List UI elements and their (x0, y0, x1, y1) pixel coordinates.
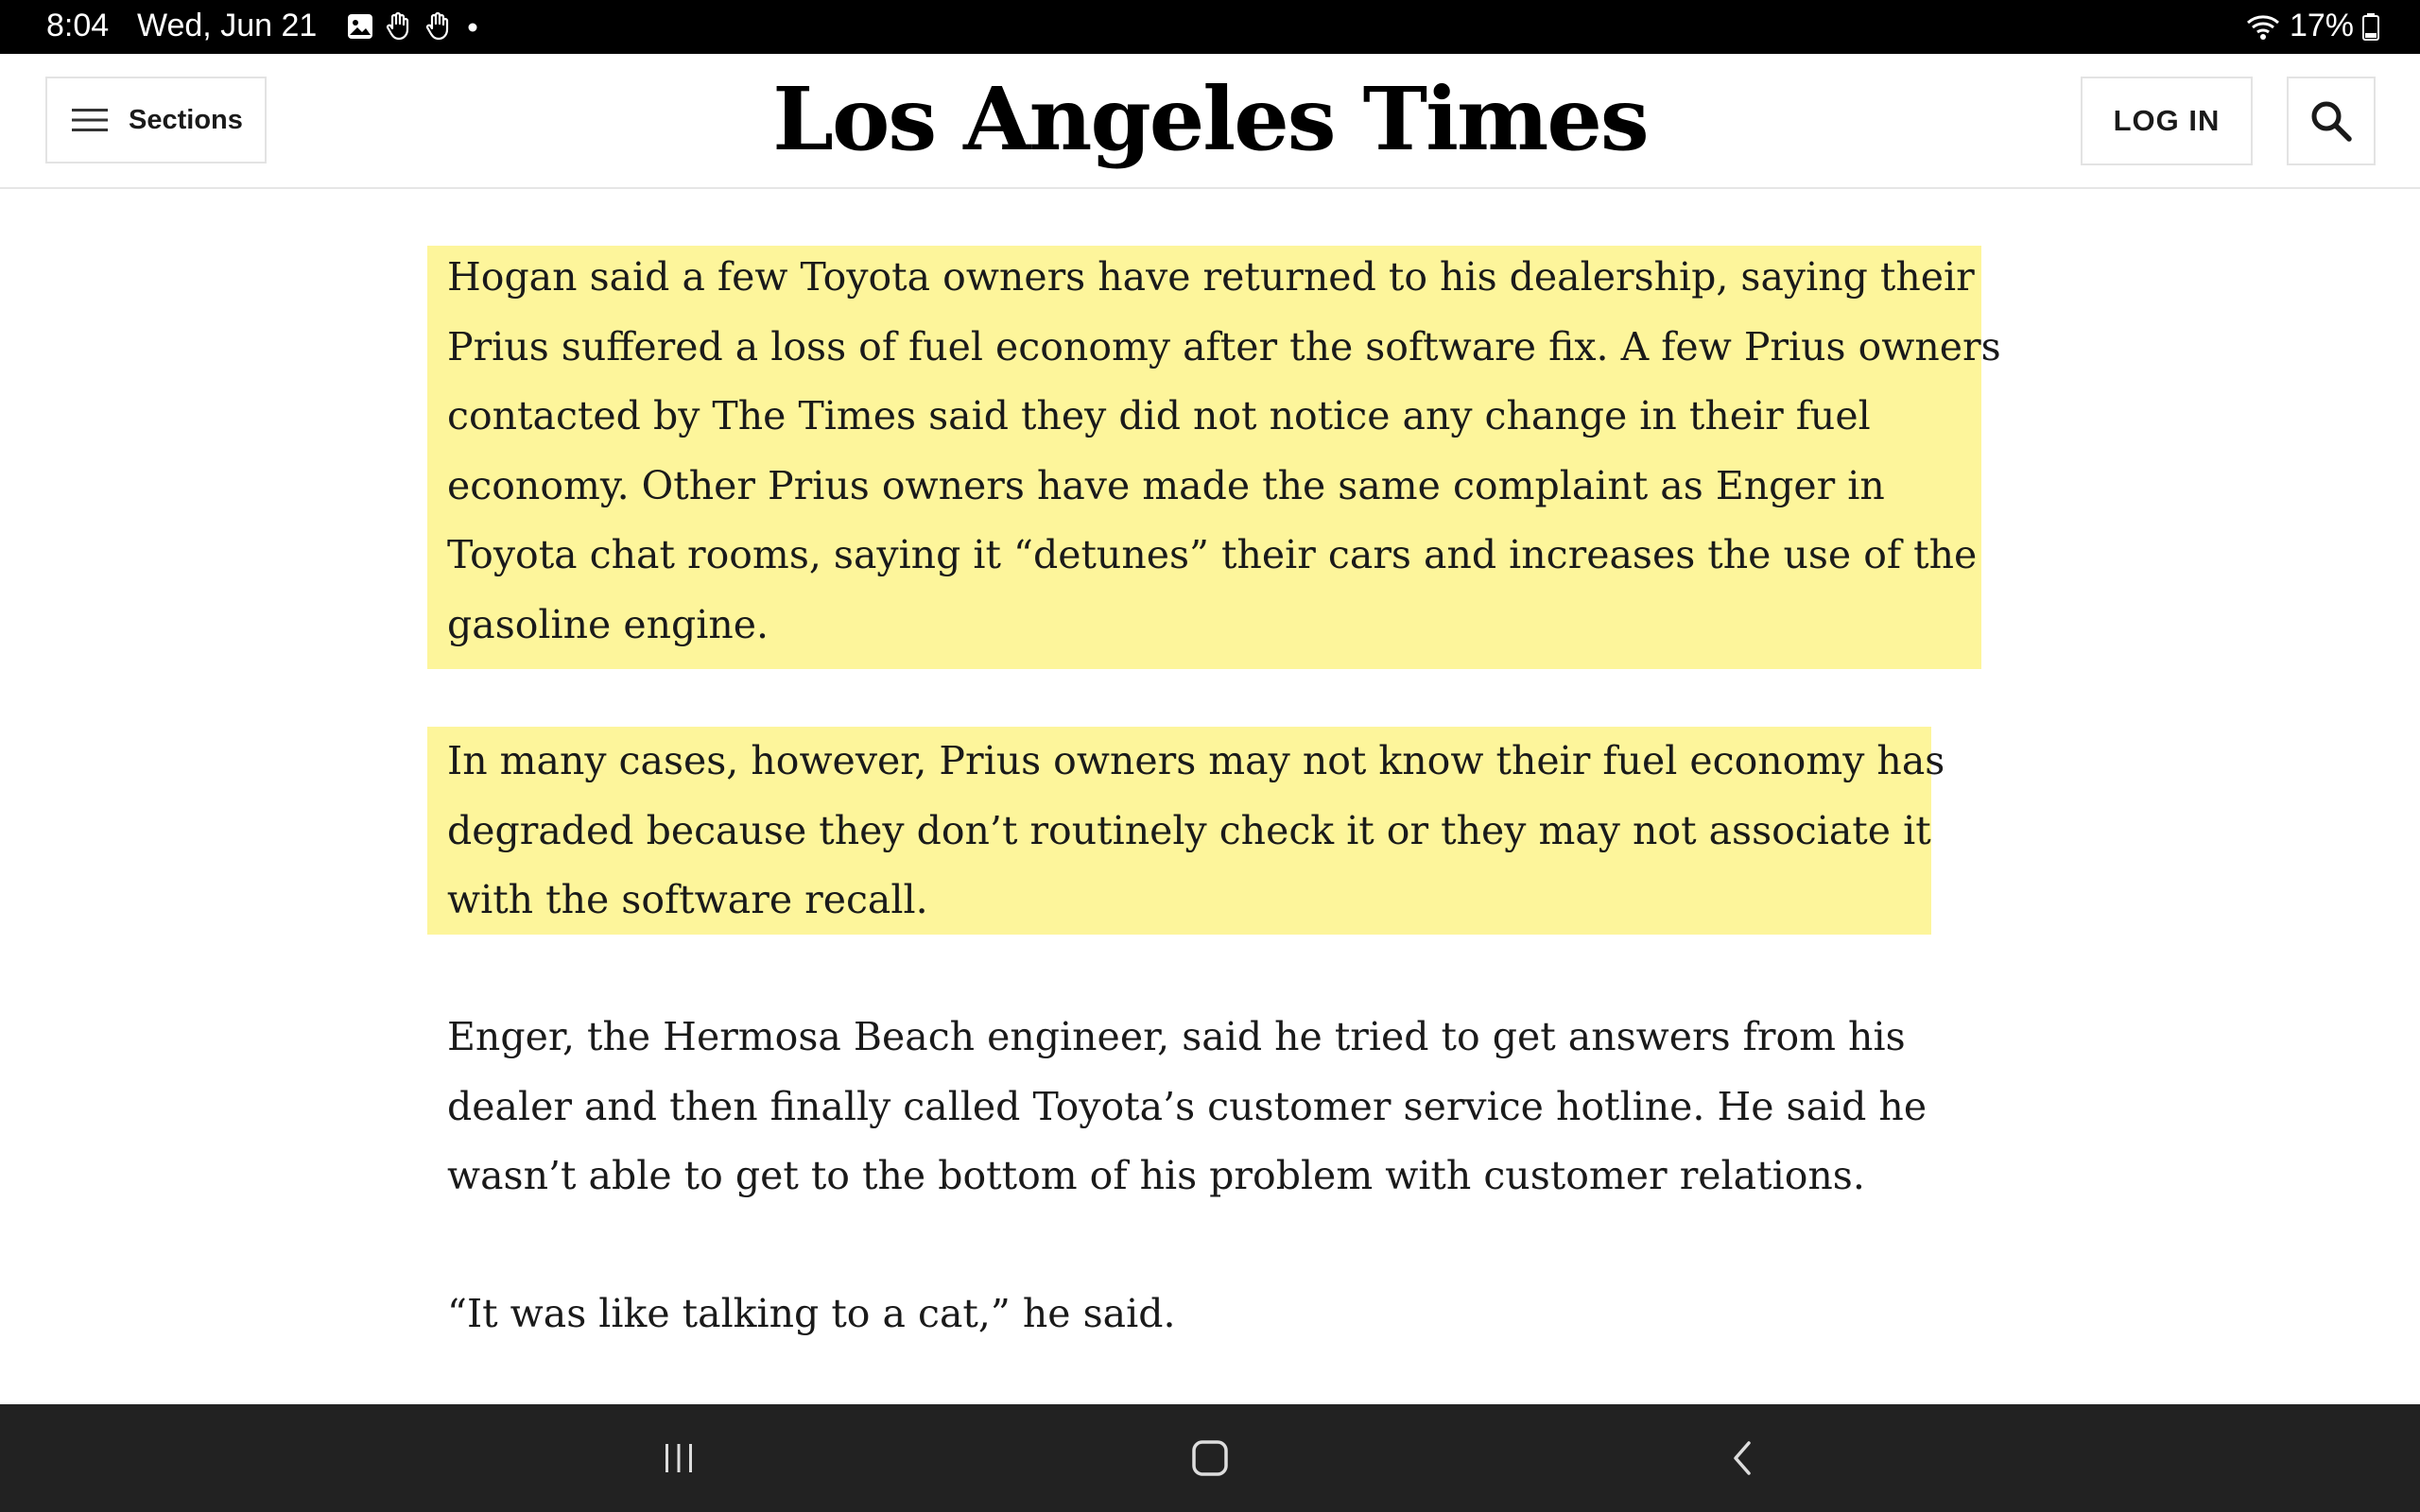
recent-apps-icon (660, 1439, 698, 1477)
gallery-icon (346, 12, 374, 41)
paragraph-line: economy. Other Prius owners have made the same complaint as Enger in (447, 462, 1885, 508)
paragraph-line: gasoline engine. (447, 601, 769, 647)
status-right (2244, 8, 2380, 44)
status-time: 8:04 (46, 8, 110, 43)
system-nav-bar (0, 1404, 2420, 1512)
paragraph-line: wasn’t able to get to the bottom of his problem with customer relations. (447, 1153, 1865, 1198)
paragraph-line: contacted by The Times said they did not notice any change in their fuel (447, 393, 1871, 438)
sections-label: Sections (129, 104, 243, 135)
hand-icon (424, 11, 454, 42)
paragraph-line: “It was like talking to a cat,” he said. (447, 1291, 1176, 1336)
paragraph-line: Enger, the Hermosa Beach engineer, said he tried to get answers from his (447, 1014, 1906, 1059)
search-button[interactable] (2287, 77, 2376, 165)
notification-icons (346, 11, 482, 42)
site-header (0, 54, 2420, 189)
dot-icon (463, 12, 482, 41)
paragraph-line: Hogan said a few Toyota owners have returned to his dealership, saying their (447, 254, 1975, 300)
article-paragraph (447, 727, 1945, 936)
hand-icon (384, 11, 414, 42)
wifi-icon (2244, 11, 2282, 42)
article-paragraph (447, 1003, 1927, 1211)
login-button[interactable]: LOG IN (2081, 77, 2253, 165)
battery-level: 17% (2289, 8, 2354, 43)
paragraph-line: Toyota chat rooms, saying it “detunes” their cars and increases the use of the (447, 532, 1978, 577)
article-paragraph (447, 243, 2001, 660)
recent-apps-button[interactable] (631, 1404, 726, 1512)
back-icon (1724, 1439, 1762, 1477)
paragraph-line: degraded because they don’t routinely check it or they may not associate it (447, 807, 1931, 853)
home-button[interactable] (1163, 1404, 1257, 1512)
site-logo[interactable]: Los Angeles Times (772, 68, 1648, 170)
paragraph-line: dealer and then finally called Toyota’s customer service hotline. He said he (447, 1083, 1927, 1129)
paragraph-line: Prius suffered a loss of fuel economy after the software fix. A few Prius owners (447, 323, 2001, 369)
back-button[interactable] (1696, 1404, 1790, 1512)
search-icon (2308, 98, 2354, 144)
status-bar (0, 0, 2420, 54)
paragraph-line: with the software recall. (447, 877, 928, 922)
home-icon (1190, 1438, 1230, 1478)
paragraph-line: In many cases, however, Prius owners may not know their fuel economy has (447, 738, 1945, 783)
battery-icon (2361, 12, 2380, 41)
article-paragraph (447, 1280, 1175, 1349)
status-date: Wed, Jun 21 (137, 8, 318, 43)
